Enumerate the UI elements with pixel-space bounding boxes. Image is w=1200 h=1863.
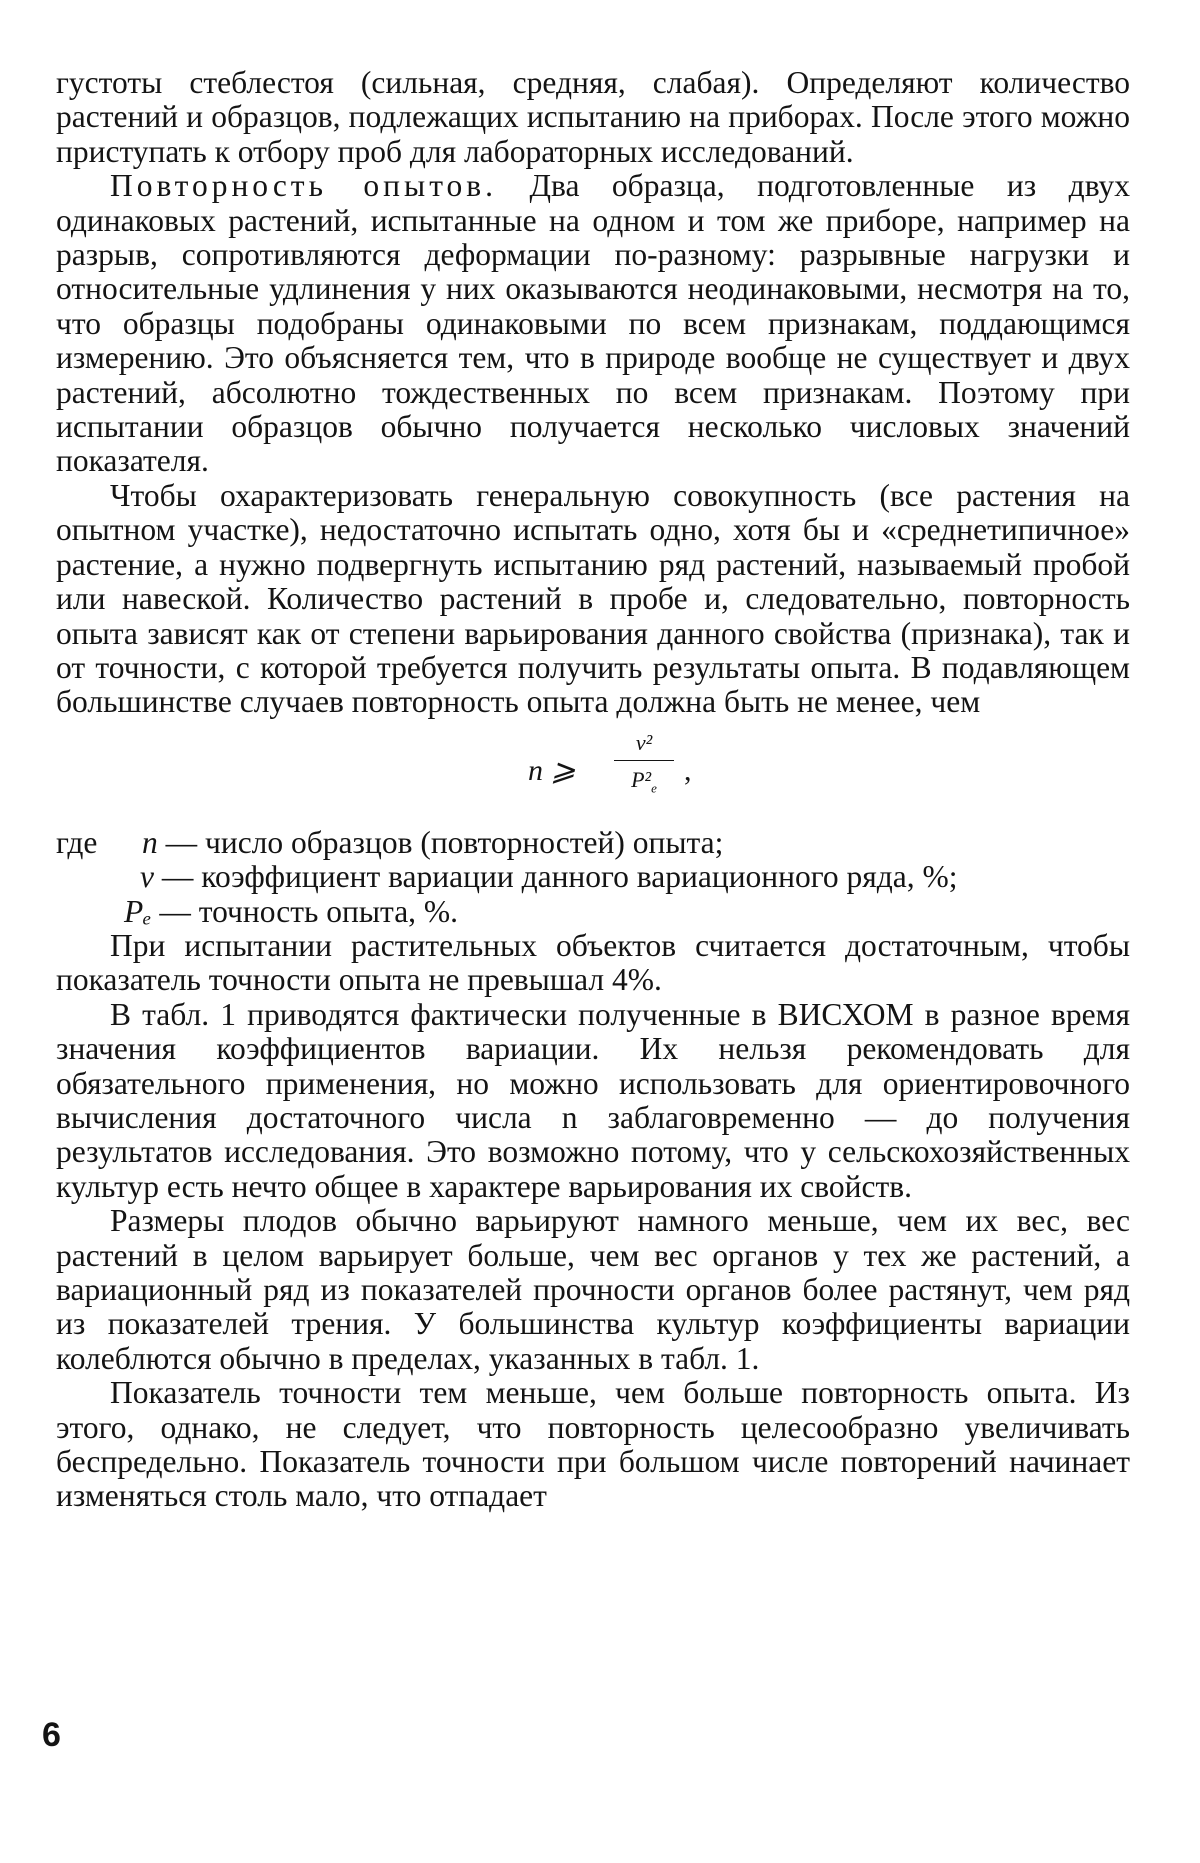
formula-lhs: n ⩾	[528, 753, 576, 787]
section-heading-repeatability: Повторность опытов.	[110, 168, 498, 204]
paragraph-7: Показатель точности тем меньше, чем больше повторность опыта. Из этого, однако, не следует, что повторность целесообразно увеличивать беспредельно. Показатель точности при большом числе повторений начинает изменяться столь мало, что отпадает	[56, 1375, 1130, 1514]
formula-denominator	[614, 763, 674, 806]
definition-symbol: n	[142, 824, 158, 860]
definition-pe	[56, 895, 1130, 929]
where-label: где	[56, 824, 98, 860]
definition-v	[56, 860, 1130, 894]
paragraph-4: При испытании растительных объектов считается достаточным, чтобы показатель точности опыта не превышал 4%.	[56, 927, 1130, 998]
definition-symbol: Pₑ	[124, 893, 152, 929]
definition-symbol: v	[140, 859, 154, 895]
formula-sample-size	[56, 724, 1130, 824]
formula-definitions	[56, 826, 1130, 929]
page-body	[56, 66, 1130, 1514]
paragraph-5: В табл. 1 приводятся фактически полученные в ВИСХОМ в разное время значения коэффициентов вариации. Их нельзя рекомендовать для обязательного применения, но можно использовать для ориентировочного вычисления достаточного числа n заблаговременно — до получения результатов исследования. Это возможно потому, что у сельскохозяйственных культур есть нечто общее в характере варьирования их свойств.	[56, 996, 1130, 1204]
paragraph-3: Чтобы охарактеризовать генеральную совокупность (все растения на опытном участке), недостаточно испытать одно, хотя бы и «среднетипичное» растение, а нужно подвергнуть испытанию ряд растений, называемый пробой или навеской. Количество растений в пробе и, следовательно, повторность опыта зависят как от степени варьирования данного свойства (признака), так и от точности, с которой требуется получить результаты опыта. В подавляющем большинстве случаев повторность опыта должна быть не менее, чем	[56, 477, 1130, 720]
formula-fraction	[614, 726, 674, 806]
definition-text: — число образцов (повторностей) опыта;	[157, 824, 724, 860]
formula-comma: ,	[684, 753, 692, 787]
paragraph-1: густоты стеблестоя (сильная, средняя, слабая). Определяют количество растений и образцов, подлежащих испытанию на приборах. После этого можно приступать к отбору проб для лабораторных исследований.	[56, 65, 1130, 169]
formula-numerator: v²	[635, 729, 653, 755]
paragraph-2-body: Два образца, подготовленные из двух одинаковых растений, испытанные на одном и том же приборе, например на разрыв, сопротивляются деформации по-разному: разрывные нагрузки и относительные удлинения у них оказываются неодинаковыми, несмотря на то, что образцы подобраны одинаковыми по всем признакам, поддающимся измерению. Это объясняется тем, что в природе вообще не существует и двух растений, абсолютно тождественных по всем признакам. Поэтому при испытании образцов обычно получается несколько числовых значений показателя.	[56, 168, 1130, 479]
paragraph-2	[56, 169, 1130, 479]
definition-text: — точность опыта, %.	[151, 893, 459, 929]
formula-denominator-sub: e	[651, 780, 657, 796]
paragraph-6: Размеры плодов обычно варьируют намного меньше, чем их вес, вес растений в целом варьирует больше, чем вес органов у тех же растений, а вариационный ряд из показателей прочности органов более растянут, чем ряд из показателей трения. У большинства культур коэффициенты вариации колеблются обычно в пределах, указанных в табл. 1.	[56, 1203, 1130, 1376]
definition-text: — коэффициент вариации данного вариационного ряда, %;	[153, 859, 958, 895]
definition-n	[56, 826, 1130, 860]
formula-denominator-main: P²	[631, 766, 652, 792]
page-number: 6	[42, 1716, 61, 1754]
fraction-bar	[614, 760, 674, 761]
